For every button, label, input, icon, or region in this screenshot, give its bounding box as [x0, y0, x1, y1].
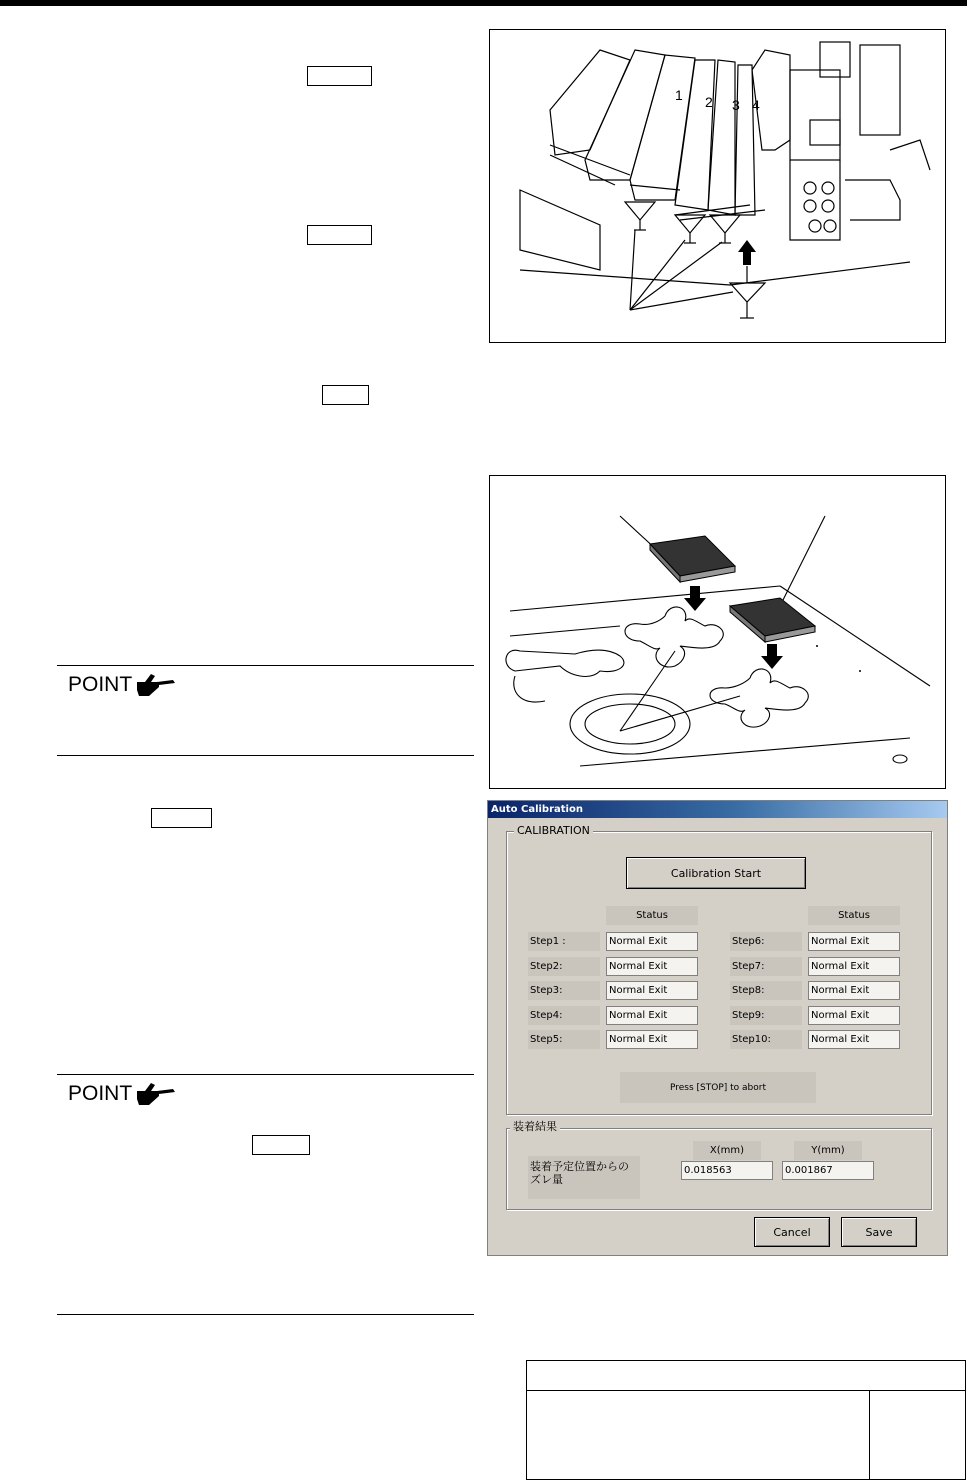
- result-group-label: 装着結果: [510, 1121, 560, 1133]
- key-reference-box: [151, 808, 212, 828]
- offset-label-line2: ズレ量: [530, 1173, 563, 1186]
- step-status-field: Normal Exit: [606, 1030, 698, 1049]
- point-heading: [68, 1081, 177, 1107]
- calibration-start-button[interactable]: Calibration Start: [626, 857, 806, 889]
- key-reference-box: [322, 385, 369, 405]
- key-reference-box: [307, 66, 372, 86]
- status-header-left: Status: [606, 906, 698, 925]
- point-top-rule: [57, 665, 474, 666]
- offset-label: [528, 1156, 640, 1199]
- step-label: Step2:: [528, 957, 600, 976]
- calibration-chip-figure: [489, 475, 946, 789]
- key-reference-box: [252, 1135, 310, 1155]
- step-label: Step1 :: [528, 932, 600, 951]
- step-label: Step6:: [730, 932, 802, 951]
- calibration-group-label: CALIBRATION: [514, 825, 593, 837]
- step-label: Step4:: [528, 1006, 600, 1025]
- table-row-divider: [527, 1390, 965, 1391]
- point-label: POINT: [68, 673, 133, 696]
- offset-label-line1: 装着予定位置からの: [530, 1160, 629, 1173]
- table-column-divider: [869, 1390, 870, 1479]
- point-bottom-rule: [57, 755, 474, 756]
- step-label: Step9:: [730, 1006, 802, 1025]
- head-label-4: 4: [752, 97, 760, 113]
- step-status-field: Normal Exit: [808, 957, 900, 976]
- step-status-field: Normal Exit: [606, 932, 698, 951]
- pointing-hand-icon: [135, 1081, 177, 1107]
- step-label: Step7:: [730, 957, 802, 976]
- cancel-button[interactable]: Cancel: [754, 1217, 830, 1247]
- key-reference-box: [307, 225, 372, 245]
- point-label: POINT: [68, 1082, 133, 1105]
- step-status-field: Normal Exit: [808, 981, 900, 1000]
- point-top-rule: [57, 1074, 474, 1075]
- step-status-field: Normal Exit: [606, 981, 698, 1000]
- footer-info-table: [526, 1360, 966, 1480]
- abort-message: Press [STOP] to abort: [620, 1072, 816, 1103]
- status-header-right: Status: [808, 906, 900, 925]
- step-status-field: Normal Exit: [808, 1030, 900, 1049]
- x-header: X(mm): [693, 1141, 761, 1160]
- step-label: Step10:: [730, 1030, 802, 1049]
- step-label: Step8:: [730, 981, 802, 1000]
- nozzle-head-illustration: [490, 30, 945, 342]
- step-label: Step3:: [528, 981, 600, 1000]
- step-status-field: Normal Exit: [808, 932, 900, 951]
- auto-calibration-dialog: [487, 800, 948, 1256]
- y-offset-value: 0.001867: [782, 1161, 874, 1180]
- step-status-field: Normal Exit: [808, 1006, 900, 1025]
- point-bottom-rule: [57, 1314, 474, 1315]
- pointing-hand-icon: [135, 672, 177, 698]
- point-heading: [68, 672, 177, 698]
- head-label-3: 3: [732, 97, 740, 113]
- dialog-title-bar[interactable]: Auto Calibration: [488, 801, 947, 818]
- page-top-rule: [0, 0, 967, 6]
- save-button[interactable]: Save: [841, 1217, 917, 1247]
- x-offset-value: 0.018563: [681, 1161, 773, 1180]
- step-status-field: Normal Exit: [606, 957, 698, 976]
- step-label: Step5:: [528, 1030, 600, 1049]
- y-header: Y(mm): [794, 1141, 862, 1160]
- nozzle-head-figure: [489, 29, 946, 343]
- step-status-field: Normal Exit: [606, 1006, 698, 1025]
- head-label-1: 1: [675, 87, 683, 103]
- calibration-chip-illustration: [490, 476, 945, 788]
- head-label-2: 2: [705, 94, 713, 110]
